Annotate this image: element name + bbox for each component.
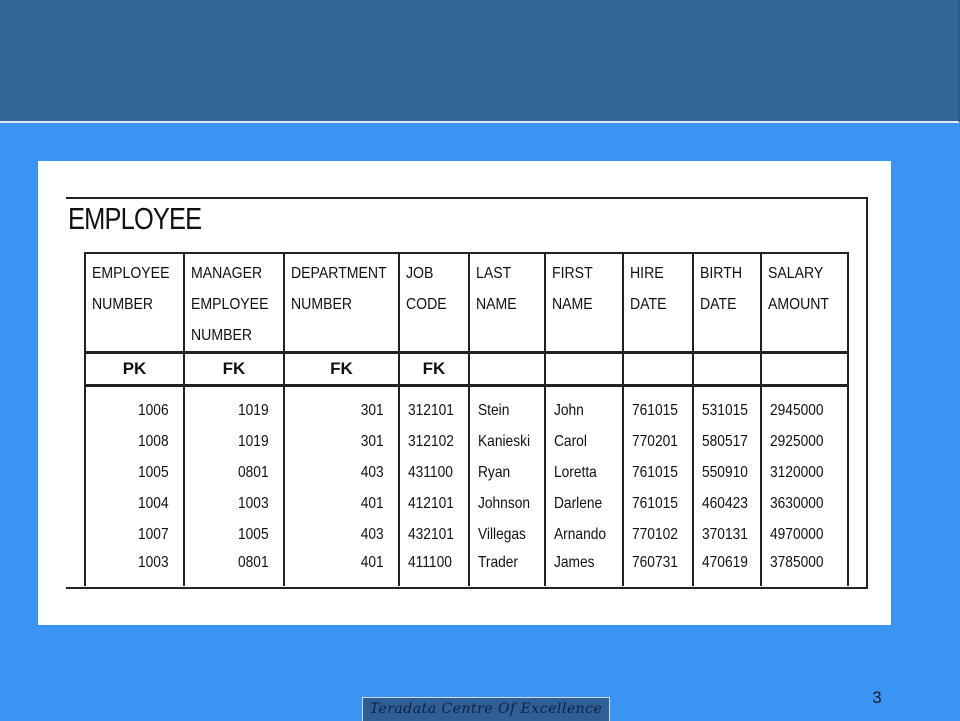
table-cell: 770201: [623, 426, 693, 457]
table-cell: 3630000: [761, 488, 848, 519]
table-cell: 470619: [693, 550, 761, 586]
column-header: JOB CODE: [399, 253, 469, 353]
table-cell: Johnson: [469, 488, 545, 519]
table-cell: 411100: [399, 550, 469, 586]
table-cell: 301: [284, 386, 399, 427]
table-cell: James: [545, 550, 623, 586]
table-cell: Kanieski: [469, 426, 545, 457]
table-cell: 312102: [399, 426, 469, 457]
table-cell: 412101: [399, 488, 469, 519]
table-cell: 580517: [693, 426, 761, 457]
column-header: BIRTH DATE: [693, 253, 761, 353]
table-row: [85, 550, 848, 586]
table-cell: 2945000: [761, 386, 848, 427]
table-cell: 401: [284, 550, 399, 586]
table-cell: 1006: [85, 386, 184, 427]
table-cell: 0801: [184, 457, 284, 488]
table-cell: 1003: [184, 488, 284, 519]
column-header: LAST NAME: [469, 253, 545, 353]
table-cell: 761015: [623, 457, 693, 488]
table-cell: 1019: [184, 386, 284, 427]
table-cell: 4970000: [761, 519, 848, 550]
table-cell: 370131: [693, 519, 761, 550]
table-cell: 403: [284, 457, 399, 488]
column-header: DEPARTMENT NUMBER: [284, 253, 399, 353]
table-cell: 1008: [85, 426, 184, 457]
key-cell: PK: [85, 353, 184, 386]
table-cell: Carol: [545, 426, 623, 457]
table-cell: 0801: [184, 550, 284, 586]
key-cell: [761, 353, 848, 386]
table-image-panel: [38, 161, 891, 625]
table-cell: 2925000: [761, 426, 848, 457]
table-cell: Trader: [469, 550, 545, 586]
key-cell: FK: [399, 353, 469, 386]
employee-table: [84, 252, 849, 586]
table-cell: 1019: [184, 426, 284, 457]
table-cell: 1003: [85, 550, 184, 586]
table-cell: Darlene: [545, 488, 623, 519]
table-cell: Arnando: [545, 519, 623, 550]
footer-label: Teradata Centre Of Excellence: [362, 697, 610, 721]
table-cell: 1007: [85, 519, 184, 550]
table-row: [85, 488, 848, 519]
table-cell: 1005: [184, 519, 284, 550]
table-cell: Villegas: [469, 519, 545, 550]
table-cell: 761015: [623, 488, 693, 519]
key-cell: FK: [184, 353, 284, 386]
column-header: EMPLOYEE NUMBER: [85, 253, 184, 353]
table-row: [85, 426, 848, 457]
key-row: [85, 353, 848, 386]
table-cell: 550910: [693, 457, 761, 488]
table-cell: 760731: [623, 550, 693, 586]
table-cell: Ryan: [469, 457, 545, 488]
table-cell: 301: [284, 426, 399, 457]
table-cell: 312101: [399, 386, 469, 427]
table-cell: 531015: [693, 386, 761, 427]
table-cell: John: [545, 386, 623, 427]
table-cell: 401: [284, 488, 399, 519]
table-row: [85, 457, 848, 488]
column-header: FIRST NAME: [545, 253, 623, 353]
table-cell: Stein: [469, 386, 545, 427]
key-cell: FK: [284, 353, 399, 386]
table-cell: 431100: [399, 457, 469, 488]
key-cell: [545, 353, 623, 386]
table-row: [85, 519, 848, 550]
table-cell: 460423: [693, 488, 761, 519]
table-cell: 761015: [623, 386, 693, 427]
table-row: [85, 386, 848, 427]
key-cell: [623, 353, 693, 386]
page-number: 3: [872, 688, 882, 707]
table-cell: 3785000: [761, 550, 848, 586]
table-header-row: [85, 253, 848, 353]
table-cell: 1005: [85, 457, 184, 488]
column-header: MANAGER EMPLOYEE NUMBER: [184, 253, 284, 353]
table-cell: 1004: [85, 488, 184, 519]
key-cell: [693, 353, 761, 386]
table-cell: 403: [284, 519, 399, 550]
column-header: SALARY AMOUNT: [761, 253, 848, 353]
table-cell: 770102: [623, 519, 693, 550]
table-title: EMPLOYEE: [68, 201, 202, 236]
table-cell: Loretta: [545, 457, 623, 488]
column-header: HIRE DATE: [623, 253, 693, 353]
table-cell: 432101: [399, 519, 469, 550]
slide-title-bar: [0, 0, 960, 123]
table-cell: 3120000: [761, 457, 848, 488]
key-cell: [469, 353, 545, 386]
